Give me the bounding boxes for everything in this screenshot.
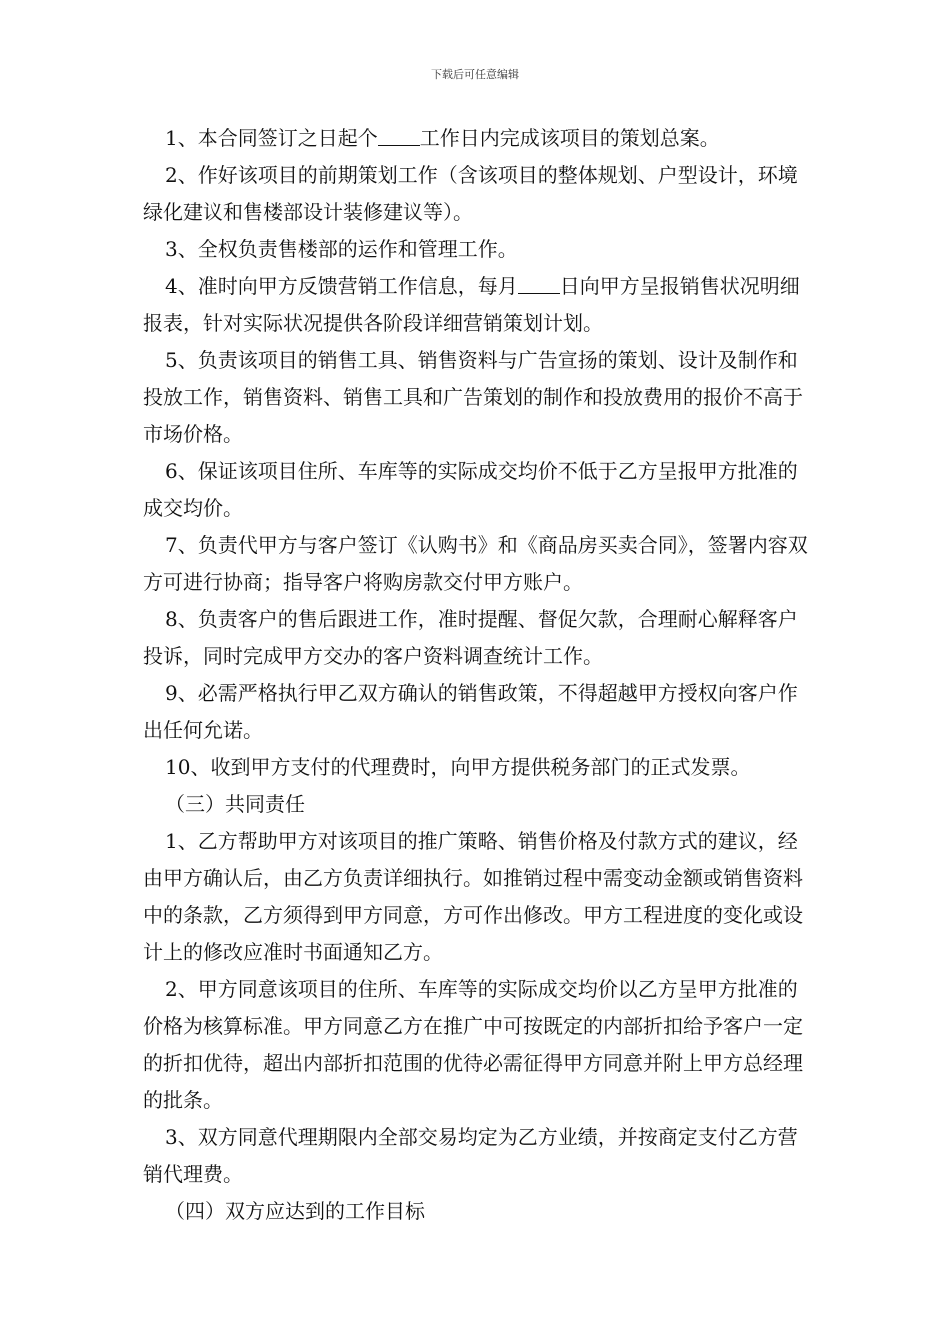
clause-3: 3、全权负责售楼部的运作和管理工作。 bbox=[165, 237, 518, 261]
section-heading-work-goals: （四）双方应达到的工作目标 bbox=[165, 1199, 425, 1223]
document-body bbox=[143, 120, 813, 1230]
clause-5: 5、负责该项目的销售工具、销售资料与广告宣扬的策划、设计及制作和投放工作，销售资料、销售工具和广告策划的制作和投放费用的报价不高于市场价格。 bbox=[143, 348, 803, 446]
blank-line bbox=[518, 275, 560, 294]
clause-6: 6、保证该项目住所、车库等的实际成交均价不低于乙方呈报甲方批准的成交均价。 bbox=[143, 459, 798, 520]
joint-clause-2: 2、甲方同意该项目的住所、车库等的实际成交均价以乙方呈甲方批准的价格为核算标准。甲方同意乙方在推广中可按既定的内部折扣给予客户一定的折扣优待，超出内部折扣范围的优待必需征得甲方同意并附上甲方总经理的批条。 bbox=[143, 977, 803, 1112]
joint-clause-1: 1、乙方帮助甲方对该项目的推广策略、销售价格及付款方式的建议，经由甲方确认后，由乙方负责详细执行。如推销过程中需变动金额或销售资料中的条款，乙方须得到甲方同意，方可作出修改。甲方工程进度的变化或设计上的修改应准时书面通知乙方。 bbox=[143, 829, 803, 964]
clause-10: 10、收到甲方支付的代理费时，向甲方提供税务部门的正式发票。 bbox=[165, 755, 751, 779]
section-heading-joint-responsibility: （三）共同责任 bbox=[165, 792, 305, 816]
clause-1: 1、本合同签订之日起个 工作日内完成该项目的策划总案。 bbox=[165, 126, 720, 150]
joint-clause-3: 3、双方同意代理期限内全部交易均定为乙方业绩，并按商定支付乙方营销代理费。 bbox=[143, 1125, 798, 1186]
blank-line bbox=[378, 127, 420, 146]
clause-9: 9、必需严格执行甲乙双方确认的销售政策，不得超越甲方授权向客户作出任何允诺。 bbox=[143, 681, 798, 742]
clause-8: 8、负责客户的售后跟进工作，准时提醒、督促欠款，合理耐心解释客户投诉，同时完成甲方交办的客户资料调查统计工作。 bbox=[143, 607, 798, 668]
page-header: 下载后可任意编辑 bbox=[431, 68, 519, 81]
clause-2: 2、作好该项目的前期策划工作（含该项目的整体规划、户型设计，环境绿化建议和售楼部设计装修建议等）。 bbox=[143, 163, 798, 224]
clause-4: 4、准时向甲方反馈营销工作信息，每月 日向甲方呈报销售状况明细报表，针对实际状况提供各阶段详细营销策划计划。 bbox=[143, 274, 800, 335]
clause-7: 7、负责代甲方与客户签订《认购书》和《商品房买卖合同》，签署内容双方可进行协商；指导客户将购房款交付甲方账户。 bbox=[143, 533, 808, 594]
